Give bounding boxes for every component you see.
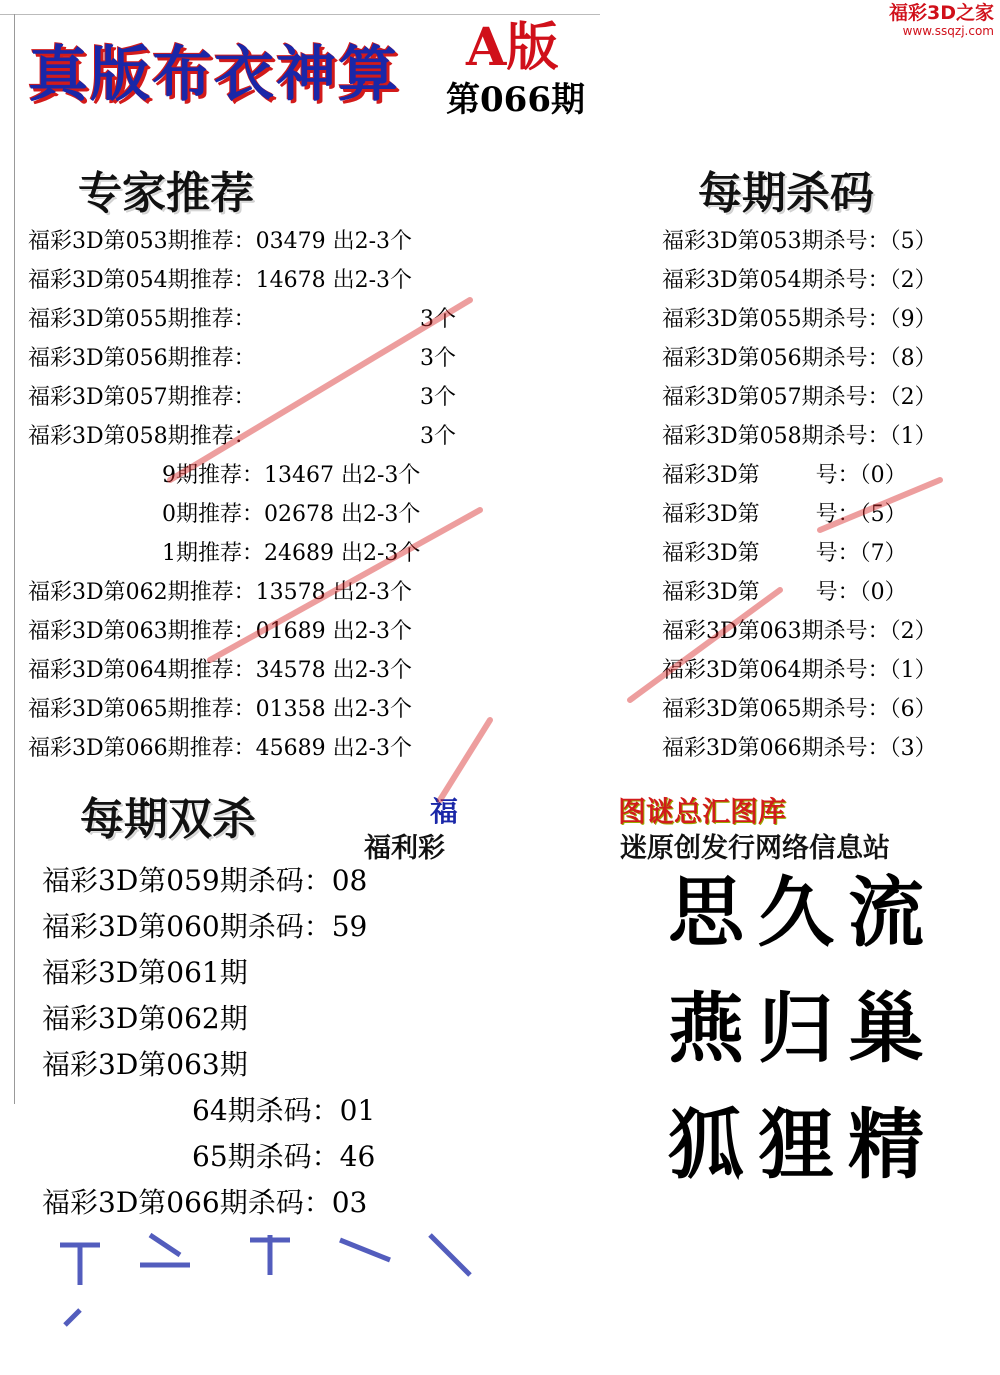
kill-row: 福彩3D第 号：（0） (662, 580, 907, 605)
expert-row: 0期推荐：02678 出2-3个 (162, 502, 421, 527)
expert-row: 福彩3D第065期推荐：01358 出2-3个 (28, 697, 413, 722)
expert-row-tail: 3个 (420, 307, 456, 332)
double-row: 64期杀码：01 (192, 1094, 376, 1127)
kill-row: 福彩3D第066期杀号：（3） (662, 736, 937, 761)
double-row: 福彩3D第066期杀码：03 (42, 1186, 368, 1219)
kill-row: 福彩3D第056期杀号：（8） (662, 346, 937, 371)
expert-row-tail: 3个 (420, 346, 456, 371)
kill-row: 福彩3D第058期杀号：（1） (662, 424, 937, 449)
kill-row: 福彩3D第064期杀号：（1） (662, 658, 937, 683)
bottom-decoration (40, 1215, 500, 1345)
kill-row: 福彩3D第063期杀号：（2） (662, 619, 937, 644)
ad-blue-text: 福 (430, 795, 459, 828)
kill-heading: 每期杀码 (698, 168, 874, 219)
double-row: 福彩3D第062期 (42, 1002, 248, 1035)
issue-number: 第066期 (446, 80, 585, 120)
double-heading: 每期双杀 (80, 794, 256, 845)
ad-line-left: 福利彩 (364, 833, 445, 864)
expert-row: 9期推荐：13467 出2-3个 (162, 463, 421, 488)
page-title: 真版布衣神算 (28, 40, 400, 110)
double-row: 福彩3D第061期 (42, 956, 248, 989)
kill-row: 福彩3D第 号：（7） (662, 541, 907, 566)
expert-row: 1期推荐：24689 出2-3个 (162, 541, 421, 566)
site-logo-name: 福彩3D之家 (889, 2, 994, 24)
expert-row: 福彩3D第057期推荐： (28, 385, 256, 410)
double-row: 65期杀码：46 (192, 1140, 376, 1173)
kill-row: 福彩3D第 号：（0） (662, 463, 907, 488)
expert-row: 福彩3D第063期推荐：01689 出2-3个 (28, 619, 413, 644)
poem-line-3: 狐狸精 (668, 1100, 938, 1189)
kill-row: 福彩3D第055期杀号：（9） (662, 307, 937, 332)
expert-row: 福彩3D第062期推荐：13578 出2-3个 (28, 580, 413, 605)
site-logo-url: www.ssqzj.com (902, 24, 994, 38)
watermark-overlay-right (620, 470, 950, 720)
expert-heading: 专家推荐 (78, 168, 254, 219)
expert-row: 福彩3D第064期推荐：34578 出2-3个 (28, 658, 413, 683)
site-logo[interactable] (889, 2, 994, 38)
expert-row: 福彩3D第056期推荐： (28, 346, 256, 371)
kill-row: 福彩3D第065期杀号：（6） (662, 697, 937, 722)
poem-line-2: 燕归巢 (668, 984, 938, 1073)
expert-row: 福彩3D第054期推荐：14678 出2-3个 (28, 268, 413, 293)
edition-label: A版 (466, 17, 559, 78)
poem-line-1: 思久流 (668, 868, 938, 957)
left-border (14, 14, 15, 1104)
kill-row: 福彩3D第 号：（5） (662, 502, 907, 527)
top-border (0, 0, 600, 15)
expert-row: 福彩3D第058期推荐： (28, 424, 256, 449)
expert-row-tail: 3个 (420, 385, 456, 410)
watermark-overlay (150, 280, 510, 820)
kill-row: 福彩3D第053期杀号：（5） (662, 229, 937, 254)
kill-row: 福彩3D第054期杀号：（2） (662, 268, 937, 293)
ad-line-right: 迷原创发行网络信息站 (620, 833, 890, 864)
double-row: 福彩3D第063期 (42, 1048, 248, 1081)
ad-red-text: 图谜总汇图库 (618, 795, 787, 828)
double-row: 福彩3D第060期杀码：59 (42, 910, 368, 943)
kill-row: 福彩3D第057期杀号：（2） (662, 385, 937, 410)
double-row: 福彩3D第059期杀码：08 (42, 864, 368, 897)
expert-row: 福彩3D第053期推荐：03479 出2-3个 (28, 229, 413, 254)
expert-row-tail: 3个 (420, 424, 456, 449)
expert-row: 福彩3D第055期推荐： (28, 307, 256, 332)
expert-row: 福彩3D第066期推荐：45689 出2-3个 (28, 736, 413, 761)
